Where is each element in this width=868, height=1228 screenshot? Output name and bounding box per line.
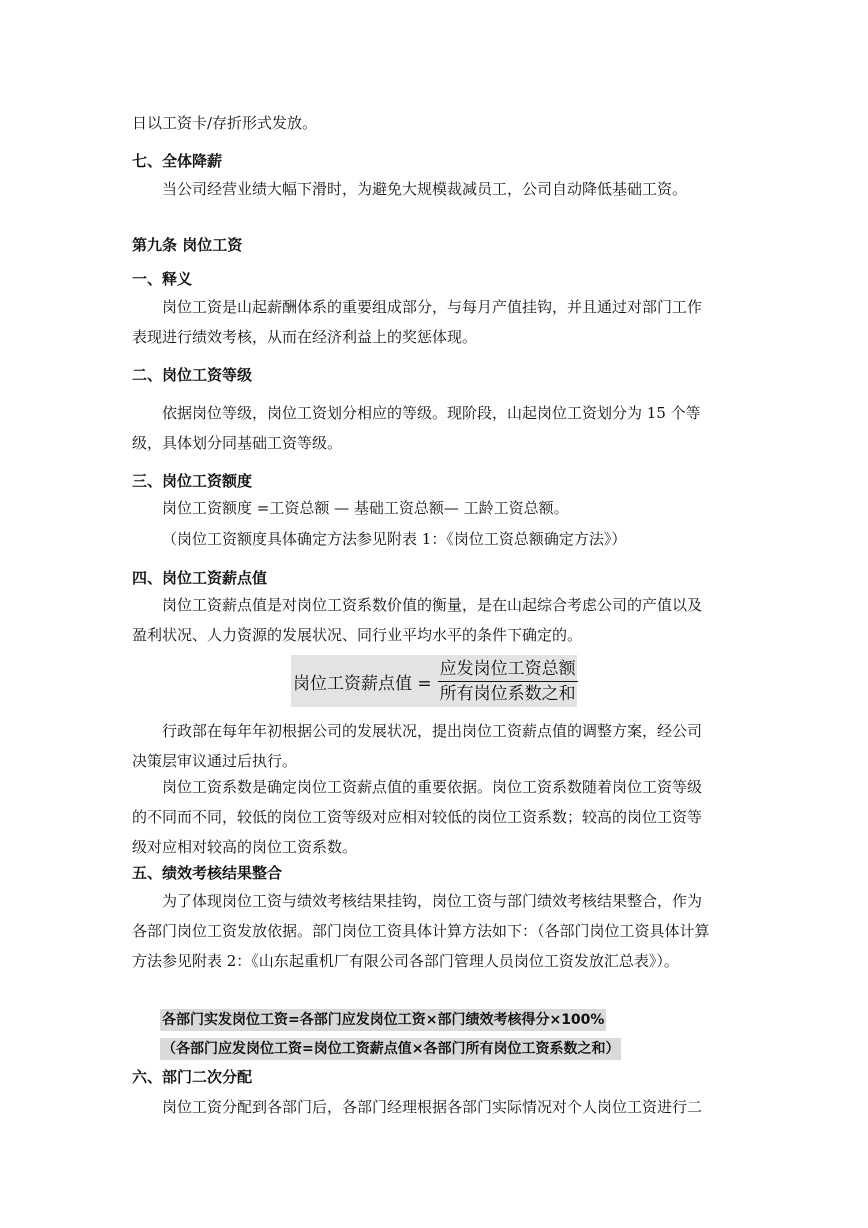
section-7-text: 当公司经营业绩大幅下滑时，为避免大规模裁减员工，公司自动降低基础工资。: [162, 180, 688, 198]
section-5-heading: 五、绩效考核结果整合: [132, 864, 283, 882]
section-4-text: 岗位工资薪点值是对岗位工资系数价值的衡量，是在山起综合考虑公司的产值以及盈利状况、人力资源的发展状况、同行业平均水平的条件下确定的。: [132, 596, 703, 644]
section-2-heading: 二、岗位工资等级: [132, 366, 253, 384]
section-5-text: 为了体现岗位工资与绩效考核结果挂钩，岗位工资与部门绩效考核结果整合，作为各部门岗位工资发放依据。部门岗位工资具体计算方法如下：（各部门岗位工资具体计算方法参见附表 2：《山东起重机厂有限公司各部门管理人员岗位工资发放汇总表》）。: [132, 892, 710, 970]
formula-numerator: 应发岗位工资总额: [438, 657, 578, 682]
dept-due-salary-formula: （各部门应发岗位工资=岗位工资薪点值×各部门所有岗位工资系数之和）: [160, 1038, 621, 1060]
section-1-heading: 一、释义: [132, 270, 193, 288]
dept-actual-salary-formula: 各部门实发岗位工资=各部门应发岗位工资×部门绩效考核得分×100%: [160, 1009, 606, 1031]
section-4-heading: 四、岗位工资薪点值: [132, 569, 268, 587]
section-4-text2: 行政部在每年年初根据公司的发展状况，提出岗位工资薪点值的调整方案，经公司决策层审议通过后执行。: [132, 722, 703, 770]
section-2-text: 依据岗位等级，岗位工资划分相应的等级。现阶段，山起岗位工资划分为 15 个等级，具体划分同基础工资等级。: [132, 404, 701, 452]
salary-point-formula: [291, 655, 577, 707]
article-9-heading: 第九条 岗位工资: [132, 236, 243, 254]
section-3-line2: （岗位工资额度具体确定方法参见附表 1：《岗位工资总额确定方法》）: [162, 530, 627, 548]
carryover-line: 日以工资卡/存折形式发放。: [132, 114, 318, 132]
formula-lhs: 岗位工资薪点值 =: [293, 673, 432, 694]
section-6-text: 岗位工资分配到各部门后，各部门经理根据各部门实际情况对个人岗位工资进行二: [162, 1098, 703, 1116]
section-6-heading: 六、部门二次分配: [132, 1068, 253, 1086]
section-4-text3: 岗位工资系数是确定岗位工资薪点值的重要依据。岗位工资系数随着岗位工资等级的不同而不同，较低的岗位工资等级对应相对较低的岗位工资系数；较高的岗位工资等级对应相对较高的岗位工资系数。: [132, 778, 703, 856]
formula-fraction: [438, 657, 578, 706]
formula-denominator: 所有岗位系数之和: [439, 683, 576, 704]
section-7-heading: 七、全体降薪: [132, 152, 223, 170]
section-3-line1: 岗位工资额度 =工资总额 — 基础工资总额— 工龄工资总额。: [162, 499, 569, 517]
section-1-text: 岗位工资是山起薪酬体系的重要组成部分，与每月产值挂钩，并且通过对部门工作表现进行绩效考核，从而在经济利益上的奖惩体现。: [132, 298, 703, 346]
section-3-heading: 三、岗位工资额度: [132, 472, 253, 490]
